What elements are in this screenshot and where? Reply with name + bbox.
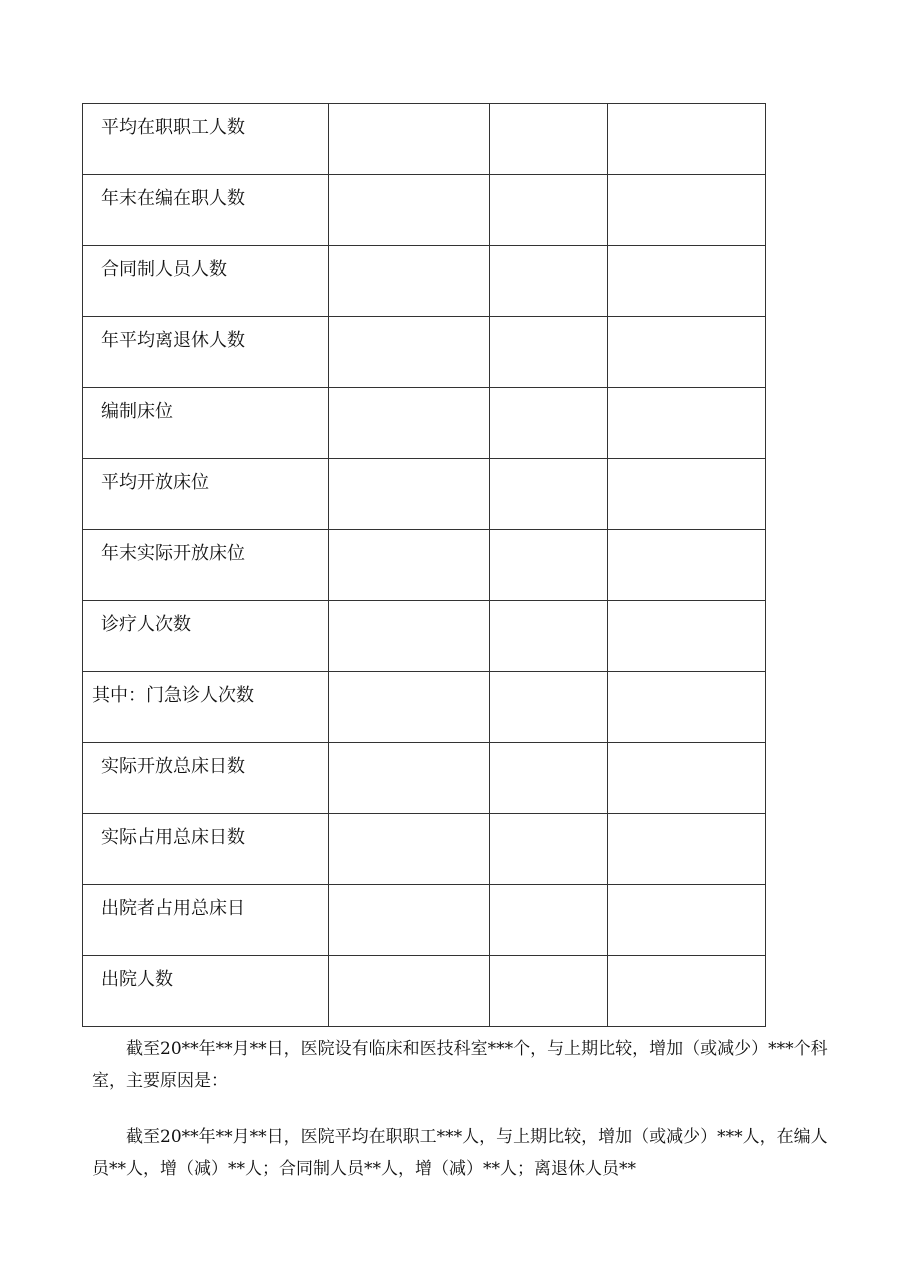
value-cell [490, 317, 608, 388]
table-row [83, 175, 766, 246]
departments-paragraph: 截至20**年**月**日，医院设有临床和医技科室***个，与上期比较，增加（或减少）***个科室，主要原因是： [92, 1039, 828, 1091]
table-row [83, 388, 766, 459]
row-label: 实际占用总床日数 [101, 827, 245, 848]
hospital-stats-table [82, 103, 766, 1027]
table-row [83, 246, 766, 317]
value-cell [608, 672, 766, 743]
row-label-cell [83, 672, 329, 743]
value-cell [329, 246, 490, 317]
value-cell [490, 956, 608, 1027]
row-label-cell [83, 814, 329, 885]
value-cell [329, 388, 490, 459]
value-cell [329, 601, 490, 672]
row-label-cell [83, 317, 329, 388]
value-cell [608, 388, 766, 459]
value-cell [608, 459, 766, 530]
value-cell [608, 885, 766, 956]
row-label-cell [83, 459, 329, 530]
row-label: 平均开放床位 [101, 472, 209, 493]
row-label: 年平均离退休人数 [101, 330, 245, 351]
value-cell [608, 601, 766, 672]
table-row [83, 885, 766, 956]
table-row [83, 743, 766, 814]
value-cell [608, 956, 766, 1027]
table-row [83, 601, 766, 672]
value-cell [490, 530, 608, 601]
value-cell [608, 104, 766, 175]
value-cell [329, 814, 490, 885]
table-row [83, 814, 766, 885]
row-label: 出院人数 [101, 969, 173, 990]
value-cell [329, 530, 490, 601]
value-cell [329, 672, 490, 743]
row-label: 其中：门急诊人次数 [92, 685, 254, 706]
value-cell [490, 672, 608, 743]
table-row [83, 317, 766, 388]
value-cell [329, 956, 490, 1027]
value-cell [329, 175, 490, 246]
value-cell [329, 104, 490, 175]
row-label: 年末实际开放床位 [101, 543, 245, 564]
row-label: 合同制人员人数 [101, 259, 227, 280]
value-cell [608, 530, 766, 601]
row-label: 年末在编在职人数 [101, 188, 245, 209]
value-cell [608, 743, 766, 814]
row-label: 出院者占用总床日 [101, 898, 245, 919]
row-label-cell [83, 175, 329, 246]
value-cell [608, 175, 766, 246]
table-row [83, 956, 766, 1027]
table-row [83, 672, 766, 743]
value-cell [490, 885, 608, 956]
value-cell [490, 246, 608, 317]
value-cell [490, 601, 608, 672]
table-row [83, 459, 766, 530]
row-label-cell [83, 601, 329, 672]
value-cell [329, 317, 490, 388]
row-label: 实际开放总床日数 [101, 756, 245, 777]
row-label-cell [83, 530, 329, 601]
value-cell [608, 814, 766, 885]
value-cell [490, 175, 608, 246]
row-label-cell [83, 743, 329, 814]
row-label-cell [83, 246, 329, 317]
value-cell [490, 459, 608, 530]
table-row [83, 530, 766, 601]
value-cell [490, 104, 608, 175]
value-cell [329, 885, 490, 956]
value-cell [490, 814, 608, 885]
row-label: 诊疗人次数 [101, 614, 191, 635]
row-label: 编制床位 [101, 401, 173, 422]
row-label-cell [83, 956, 329, 1027]
value-cell [490, 743, 608, 814]
value-cell [608, 246, 766, 317]
row-label-cell [83, 885, 329, 956]
table-row [83, 104, 766, 175]
row-label: 平均在职职工人数 [101, 117, 245, 138]
row-label-cell [83, 388, 329, 459]
row-label-cell [83, 104, 329, 175]
value-cell [608, 317, 766, 388]
value-cell [490, 388, 608, 459]
staff-paragraph: 截至20**年**月**日，医院平均在职职工***人，与上期比较，增加（或减少）***人，在编人员**人，增（减）**人；合同制人员**人，增（减）**人；离退休人员** [92, 1127, 828, 1179]
value-cell [329, 743, 490, 814]
value-cell [329, 459, 490, 530]
